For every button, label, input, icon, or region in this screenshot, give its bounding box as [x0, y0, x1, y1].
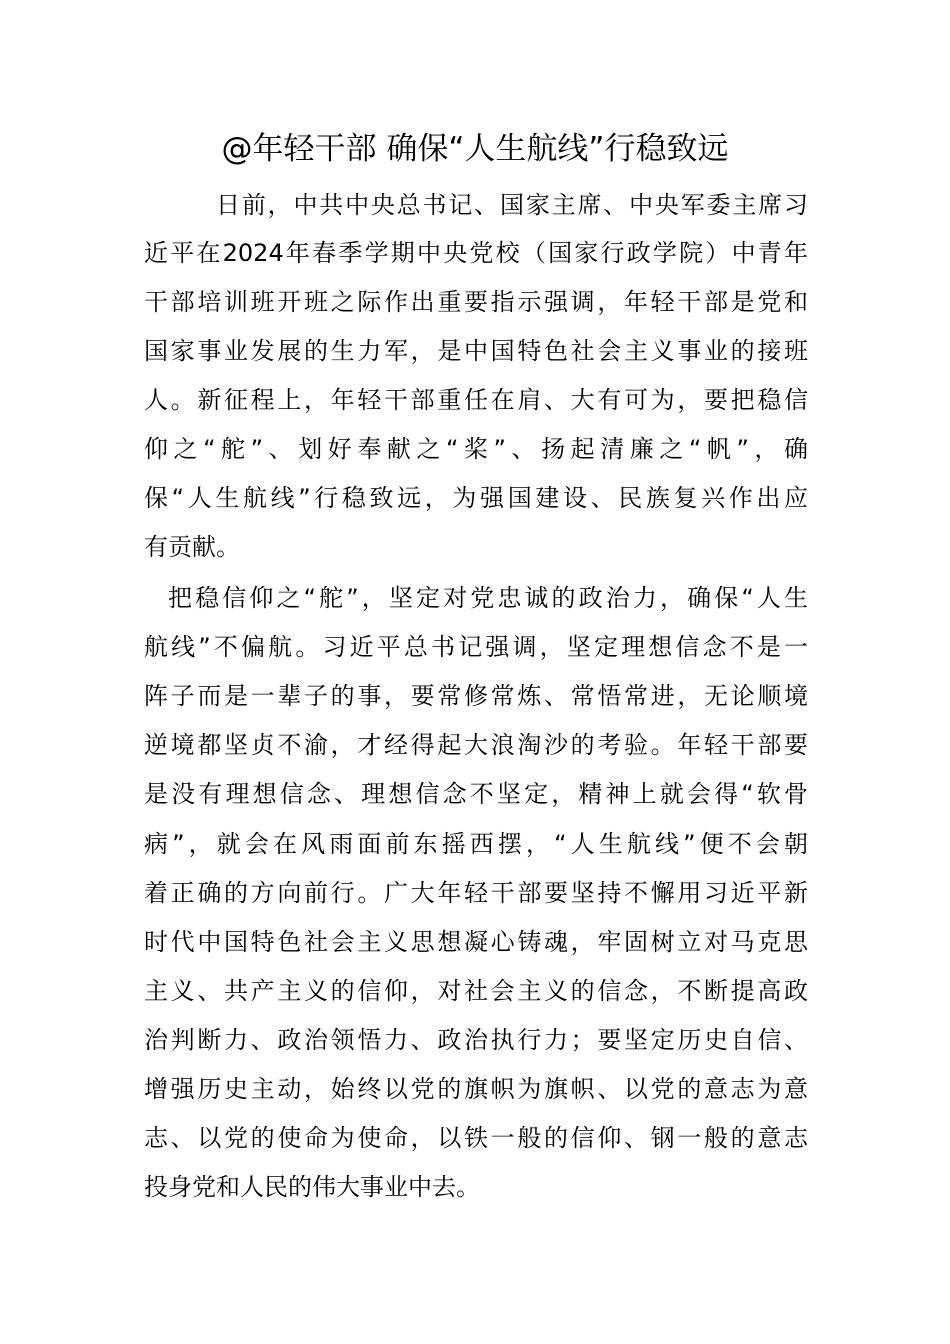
paragraph-2-line-10: 治判断力、政治领悟力、政治执行力；要坚定历史自信、: [144, 1026, 808, 1054]
paragraph-1-line-8: 有贡献。: [144, 533, 240, 561]
paragraph-2-line-2: 航线”不偏航。习近平总书记强调，坚定理想信念不是一: [144, 633, 808, 661]
paragraph-1-line-2: 近平在2024年春季学期中央党校（国家行政学院）中青年: [144, 239, 808, 267]
paragraph-2-line-3: 阵子而是一辈子的事，要常修常炼、常悟常进，无论顺境: [144, 682, 808, 710]
paragraph-1-line-6: 仰之“舵”、划好奉献之“桨”、扬起清廉之“帆”，确: [144, 435, 808, 463]
paragraph-2-line-13: 投身党和人民的伟大事业中去。: [144, 1173, 480, 1201]
document-title: @年轻干部 确保“人生航线”行稳致远: [221, 131, 729, 167]
paragraph-1-line-5: 人。新征程上，年轻干部重任在肩、大有可为，要把稳信: [144, 386, 808, 414]
paragraph-2-line-11: 增强历史主动，始终以党的旗帜为旗帜、以党的意志为意: [144, 1075, 808, 1103]
paragraph-1-line-7: 保“人生航线”行稳致远，为强国建设、民族复兴作出应: [144, 484, 808, 512]
paragraph-1-line-1: 日前，中共中央总书记、国家主席、中央军委主席习: [216, 191, 808, 219]
paragraph-2-line-12: 志、以党的使命为使命，以铁一般的信仰、钢一般的意志: [144, 1124, 808, 1152]
paragraph-1-line-3: 干部培训班开班之际作出重要指示强调，年轻干部是党和: [144, 288, 808, 316]
paragraph-2-line-1: 把稳信仰之“舵”，坚定对党忠诚的政治力，确保“人生: [168, 584, 808, 612]
paragraph-2-line-6: 病”，就会在风雨面前东摇西摆，“人生航线”便不会朝: [144, 830, 808, 858]
paragraph-2-line-8: 时代中国特色社会主义思想凝心铸魂，牢固树立对马克思: [144, 928, 808, 956]
paragraph-1-line-4: 国家事业发展的生力军，是中国特色社会主义事业的接班: [144, 337, 808, 365]
paragraph-2-line-4: 逆境都坚贞不渝，才经得起大浪淘沙的考验。年轻干部要: [144, 731, 808, 759]
paragraph-2-line-7: 着正确的方向前行。广大年轻干部要坚持不懈用习近平新: [144, 879, 808, 907]
paragraph-2-line-9: 主义、共产主义的信仰，对社会主义的信念，不断提高政: [144, 977, 808, 1005]
paragraph-2-line-5: 是没有理想信念、理想信念不坚定，精神上就会得“软骨: [144, 780, 808, 808]
